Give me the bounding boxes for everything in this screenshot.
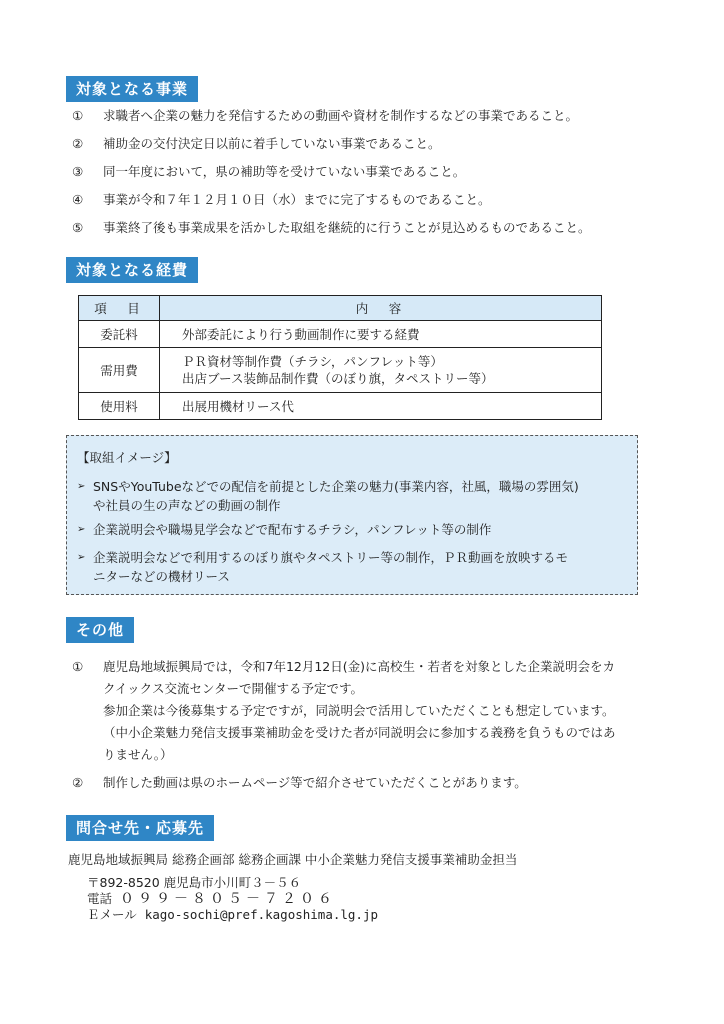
list-item: ② 補助金の交付決定日以前に着手していない事業であること。	[72, 136, 441, 151]
cell-content: 外部委託により行う動画制作に要する経費	[160, 321, 602, 348]
contact-organization: 鹿児島地域振興局 総務企画部 総務企画課 中小企業魅力発信支援事業補助金担当	[68, 852, 518, 867]
cell-item: 委託料	[79, 321, 160, 348]
table-row	[79, 393, 602, 420]
list-item: ④ 事業が令和７年１２月１０日（水）までに完了するものであること。	[72, 192, 491, 207]
column-header-content: 内 容	[160, 296, 602, 321]
table-row	[79, 321, 602, 348]
list-item: ③ 同一年度において，県の補助等を受けていない事業であること。	[72, 164, 466, 179]
list-item: ⑤ 事業終了後も事業成果を活かした取組を継続的に行うことが見込めるものであること。	[72, 220, 591, 235]
email-line: Ｅメール kago-sochi@pref.kagoshima.lg.jp	[87, 907, 379, 922]
email-address: kago-sochi@pref.kagoshima.lg.jp	[144, 907, 379, 922]
cell-content: 出展用機材リース代	[160, 393, 602, 420]
target-business-list	[70, 102, 670, 242]
expenses-table	[78, 295, 602, 420]
initiative-image-box	[66, 435, 638, 595]
section-heading-target-expenses: 対象となる経費	[66, 257, 198, 283]
table-row	[79, 348, 602, 393]
cell-content	[160, 348, 602, 393]
column-header-item: 項 目	[79, 296, 160, 321]
image-box-title: 【取組イメージ】	[77, 450, 177, 465]
section-heading-contact: 問合せ先・応募先	[66, 815, 214, 841]
list-item: ➢ 企業説明会や職場見学会などで配布するチラシ，パンフレット等の制作	[77, 522, 492, 537]
cell-content-line: ＰＲ資材等制作費（チラシ，パンフレット等）	[182, 354, 443, 369]
list-item: ➢ 企業説明会などで利用するのぼり旗やタペストリー等の制作，ＰＲ動画を放映するモ ニターなどの機材リース	[77, 550, 569, 584]
phone-line: 電話 ０９９－８０５－７２０６	[87, 891, 336, 907]
arrow-bullet-icon: ➢	[77, 552, 86, 563]
cell-item: 使用料	[79, 393, 160, 420]
cell-item: 需用費	[79, 348, 160, 393]
phone-number: ０９９－８０５－７２０６	[119, 891, 336, 907]
section-heading-target-business: 対象となる事業	[66, 76, 198, 102]
other-list	[70, 656, 680, 794]
list-item: ① 求職者へ企業の魅力を発信するための動画や資材を制作するなどの事業であること。	[72, 108, 579, 123]
list-item: ➢ SNSやYouTubeなどでの配信を前提とした企業の魅力(事業内容，社風，職場の雰囲気) や社員の生の声などの動画の制作	[77, 479, 579, 513]
arrow-bullet-icon: ➢	[77, 524, 86, 535]
contact-details	[87, 875, 378, 923]
table-header-row	[79, 296, 602, 321]
postal-address: 〒892-8520 鹿児島市小川町３－５６	[87, 875, 302, 890]
arrow-bullet-icon: ➢	[77, 481, 86, 492]
cell-content-line: 出店ブース装飾品制作費（のぼり旗，タペストリー等）	[182, 371, 494, 386]
list-item: ① 鹿児島地域振興局では，令和7年12月12日(金)に高校生・若者を対象とした企業説明会をカ クイックス交流センターで開催する予定です。 参加企業は今後募集する予定ですが，同説明会で活用していただくことも想定しています。 （中小企業魅力発信支援事業補助金を受けた者が同説明会に参加する義務を負うものではあ りません。）	[72, 659, 616, 762]
list-item: ② 制作した動画は県のホームページ等で紹介させていただくことがあります。	[72, 775, 527, 790]
section-heading-other: その他	[66, 617, 134, 643]
